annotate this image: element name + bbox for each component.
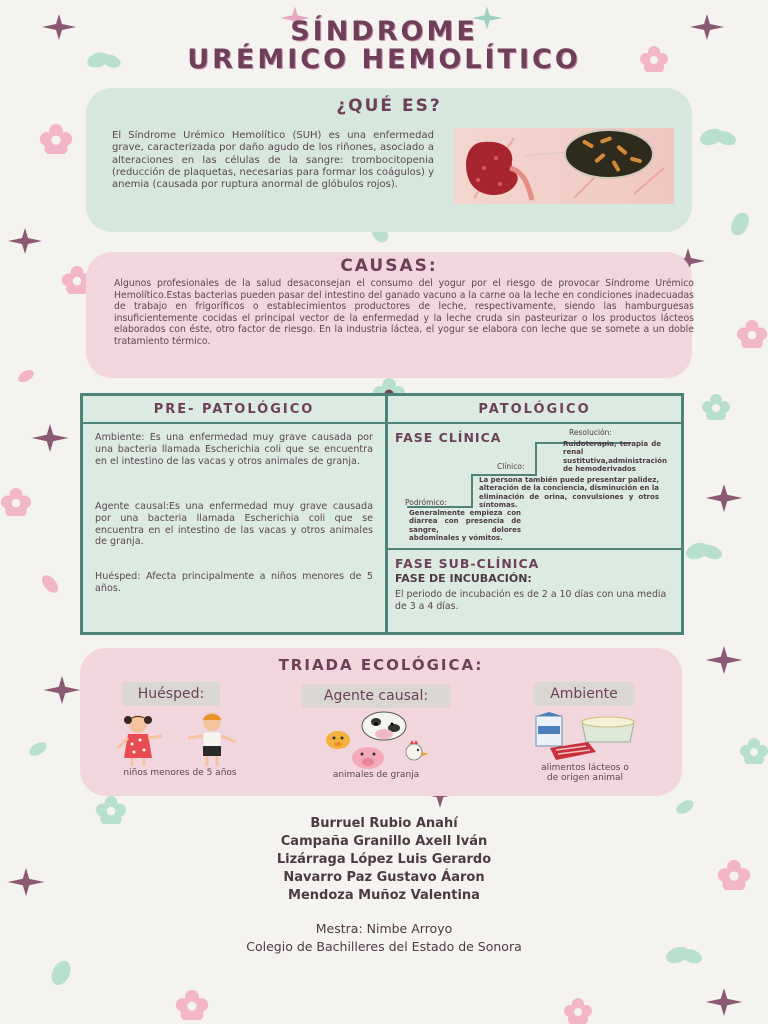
- author-name: Navarro Paz Gustavo Áaron: [283, 870, 485, 885]
- leaf-icon: [10, 366, 42, 386]
- prodromico-label: Podrómico:: [405, 498, 447, 507]
- patologico-heading: PATOLÓGICO: [478, 402, 591, 417]
- author-name: Mendoza Muñoz Valentina: [288, 888, 480, 903]
- resolucion-label: Resolución:: [569, 428, 612, 437]
- causas-text: Algunos profesionales de la salud desaconsejan el consumo del yogur por el riesgo de provocar Síndrome Urémico Hemolítico.Estas bacterias pueden pasar del intestino del ganado vacuno a la carne oa la leche en condiciones inadecuadas de trabajo en frigoríficos o establecimientos productores de leche, respectivamente, siendo las hamburguesas insuficientemente cocidas el principal vector de la enfermedad y la leche cruda sin pasteurizar o los productos lácteos elaborados con éste, otro factor de riesgo. En la industria láctea, el yogur se elabora con leche que se somete a un doble tratamiento térmico.: [114, 278, 694, 347]
- clinico-text: La persona también puede presentar palidez, alteración de la conciencia, disminución en la eliminación de orina, convulsiones y otros síntomas.: [479, 476, 659, 510]
- leaf-icon: [36, 572, 64, 596]
- que-es-heading: ¿QUÉ ES?: [336, 96, 442, 116]
- sparkle-icon: [704, 988, 744, 1016]
- incubacion-text: El periodo de incubación es de 2 a 10 días con una media de 3 a 4 días.: [395, 589, 667, 612]
- que-es-panel: [86, 88, 692, 232]
- triada-panel: [80, 648, 682, 796]
- flower-icon: [38, 124, 74, 154]
- kidney-bacteria-illustration: [454, 128, 674, 204]
- table-divider: [385, 548, 681, 550]
- flower-icon: [0, 488, 32, 516]
- prepatologico-heading: PRE- PATOLÓGICO: [153, 402, 315, 417]
- sparkle-icon: [6, 228, 44, 254]
- que-es-text: El Síndrome Urémico Hemolítico (SUH) es una enfermedad grave, caracterizada por daño agudo de los riñones, asociado a alteraciones en las células de la sangre: trombocitopenia (reducción de plaquetas, necesarias para formar los coágulos) y anemia (causada por ruptura anormal de glóbulos rojos).: [112, 130, 434, 191]
- agente-tag: Agente causal:: [302, 684, 450, 708]
- author-name: Campaña Granillo Axell Iván: [280, 834, 488, 849]
- agente-caption: animales de granja: [332, 770, 420, 780]
- prodromico-text: Generalmente empieza con diarrea con presencia de sangre, dolores abdominales y vómitos.: [409, 509, 521, 543]
- ambiente-caption-1: alimentos lácteos o: [541, 763, 629, 773]
- fase-subclinica-label: FASE SUB-CLÍNICA: [395, 556, 540, 571]
- sparkle-icon: [30, 424, 70, 452]
- flower-icon: [736, 320, 768, 348]
- farm-animals-illustration: [324, 710, 434, 770]
- stair-line: [535, 442, 537, 476]
- fase-incubacion-label: FASE DE INCUBACIÓN:: [395, 572, 532, 585]
- ambiente-caption-2: de origen animal: [546, 773, 624, 783]
- children-illustration: [116, 712, 246, 768]
- title-line-2: URÉMICO HEMOLÍTICO: [187, 44, 581, 75]
- leaf-icon: [698, 124, 738, 150]
- causas-panel: [86, 252, 692, 378]
- resolucion-text: Ruidoterapia, terapia de renal sustitutiva,administración de hemoderivados: [563, 440, 667, 474]
- leaf-icon: [48, 958, 74, 988]
- sparkle-icon: [704, 646, 744, 674]
- huesped-caption: niños menores de 5 años: [123, 768, 237, 778]
- sparkle-icon: [704, 484, 744, 512]
- school-name: Colegio de Bachilleres del Estado de Sonora: [246, 939, 522, 954]
- huesped-tag: Huésped:: [122, 682, 220, 706]
- flower-icon: [740, 738, 768, 764]
- clinico-label: Clínico:: [497, 462, 525, 471]
- triada-heading: TRIADA ECOLÓGICA:: [278, 656, 484, 674]
- sparkle-icon: [42, 676, 82, 704]
- stair-line: [471, 474, 473, 508]
- dairy-meat-illustration: [530, 712, 640, 764]
- historia-natural-table: [80, 393, 684, 635]
- fase-clinica-label: FASE CLÍNICA: [395, 430, 502, 445]
- ambiente-tag: Ambiente: [534, 682, 634, 706]
- prepatologico-ambiente: Ambiente: Es una enfermedad muy grave causada por una bacteria llamada Escherichia coli que se encuentra en el intestino de las vacas y otros animales de granja.: [95, 432, 373, 467]
- flower-icon: [174, 990, 210, 1020]
- prepatologico-huesped: Huésped: Afecta principalmente a niños menores de 5 años.: [95, 571, 373, 594]
- teacher-name: Mestra: Nimbe Arroyo: [315, 921, 453, 936]
- leaf-icon: [728, 210, 752, 238]
- author-name: Burruel Rubio Anahí: [310, 816, 458, 831]
- table-divider: [83, 422, 681, 424]
- table-divider: [385, 396, 388, 632]
- causas-heading: CAUSAS:: [340, 256, 438, 276]
- prepatologico-agente: Agente causal:Es una enfermedad muy grave causada por una bacteria llamada Escherichia coli que se encuentra en el intestino de las vacas y otros animales de granja.: [95, 501, 373, 548]
- author-name: Lizárraga López Luis Gerardo: [276, 852, 492, 867]
- leaf-icon: [22, 738, 54, 760]
- leaf-icon: [684, 538, 724, 564]
- flower-icon: [560, 998, 596, 1024]
- title-line-1: SÍNDROME: [290, 16, 478, 47]
- flower-icon: [700, 394, 732, 420]
